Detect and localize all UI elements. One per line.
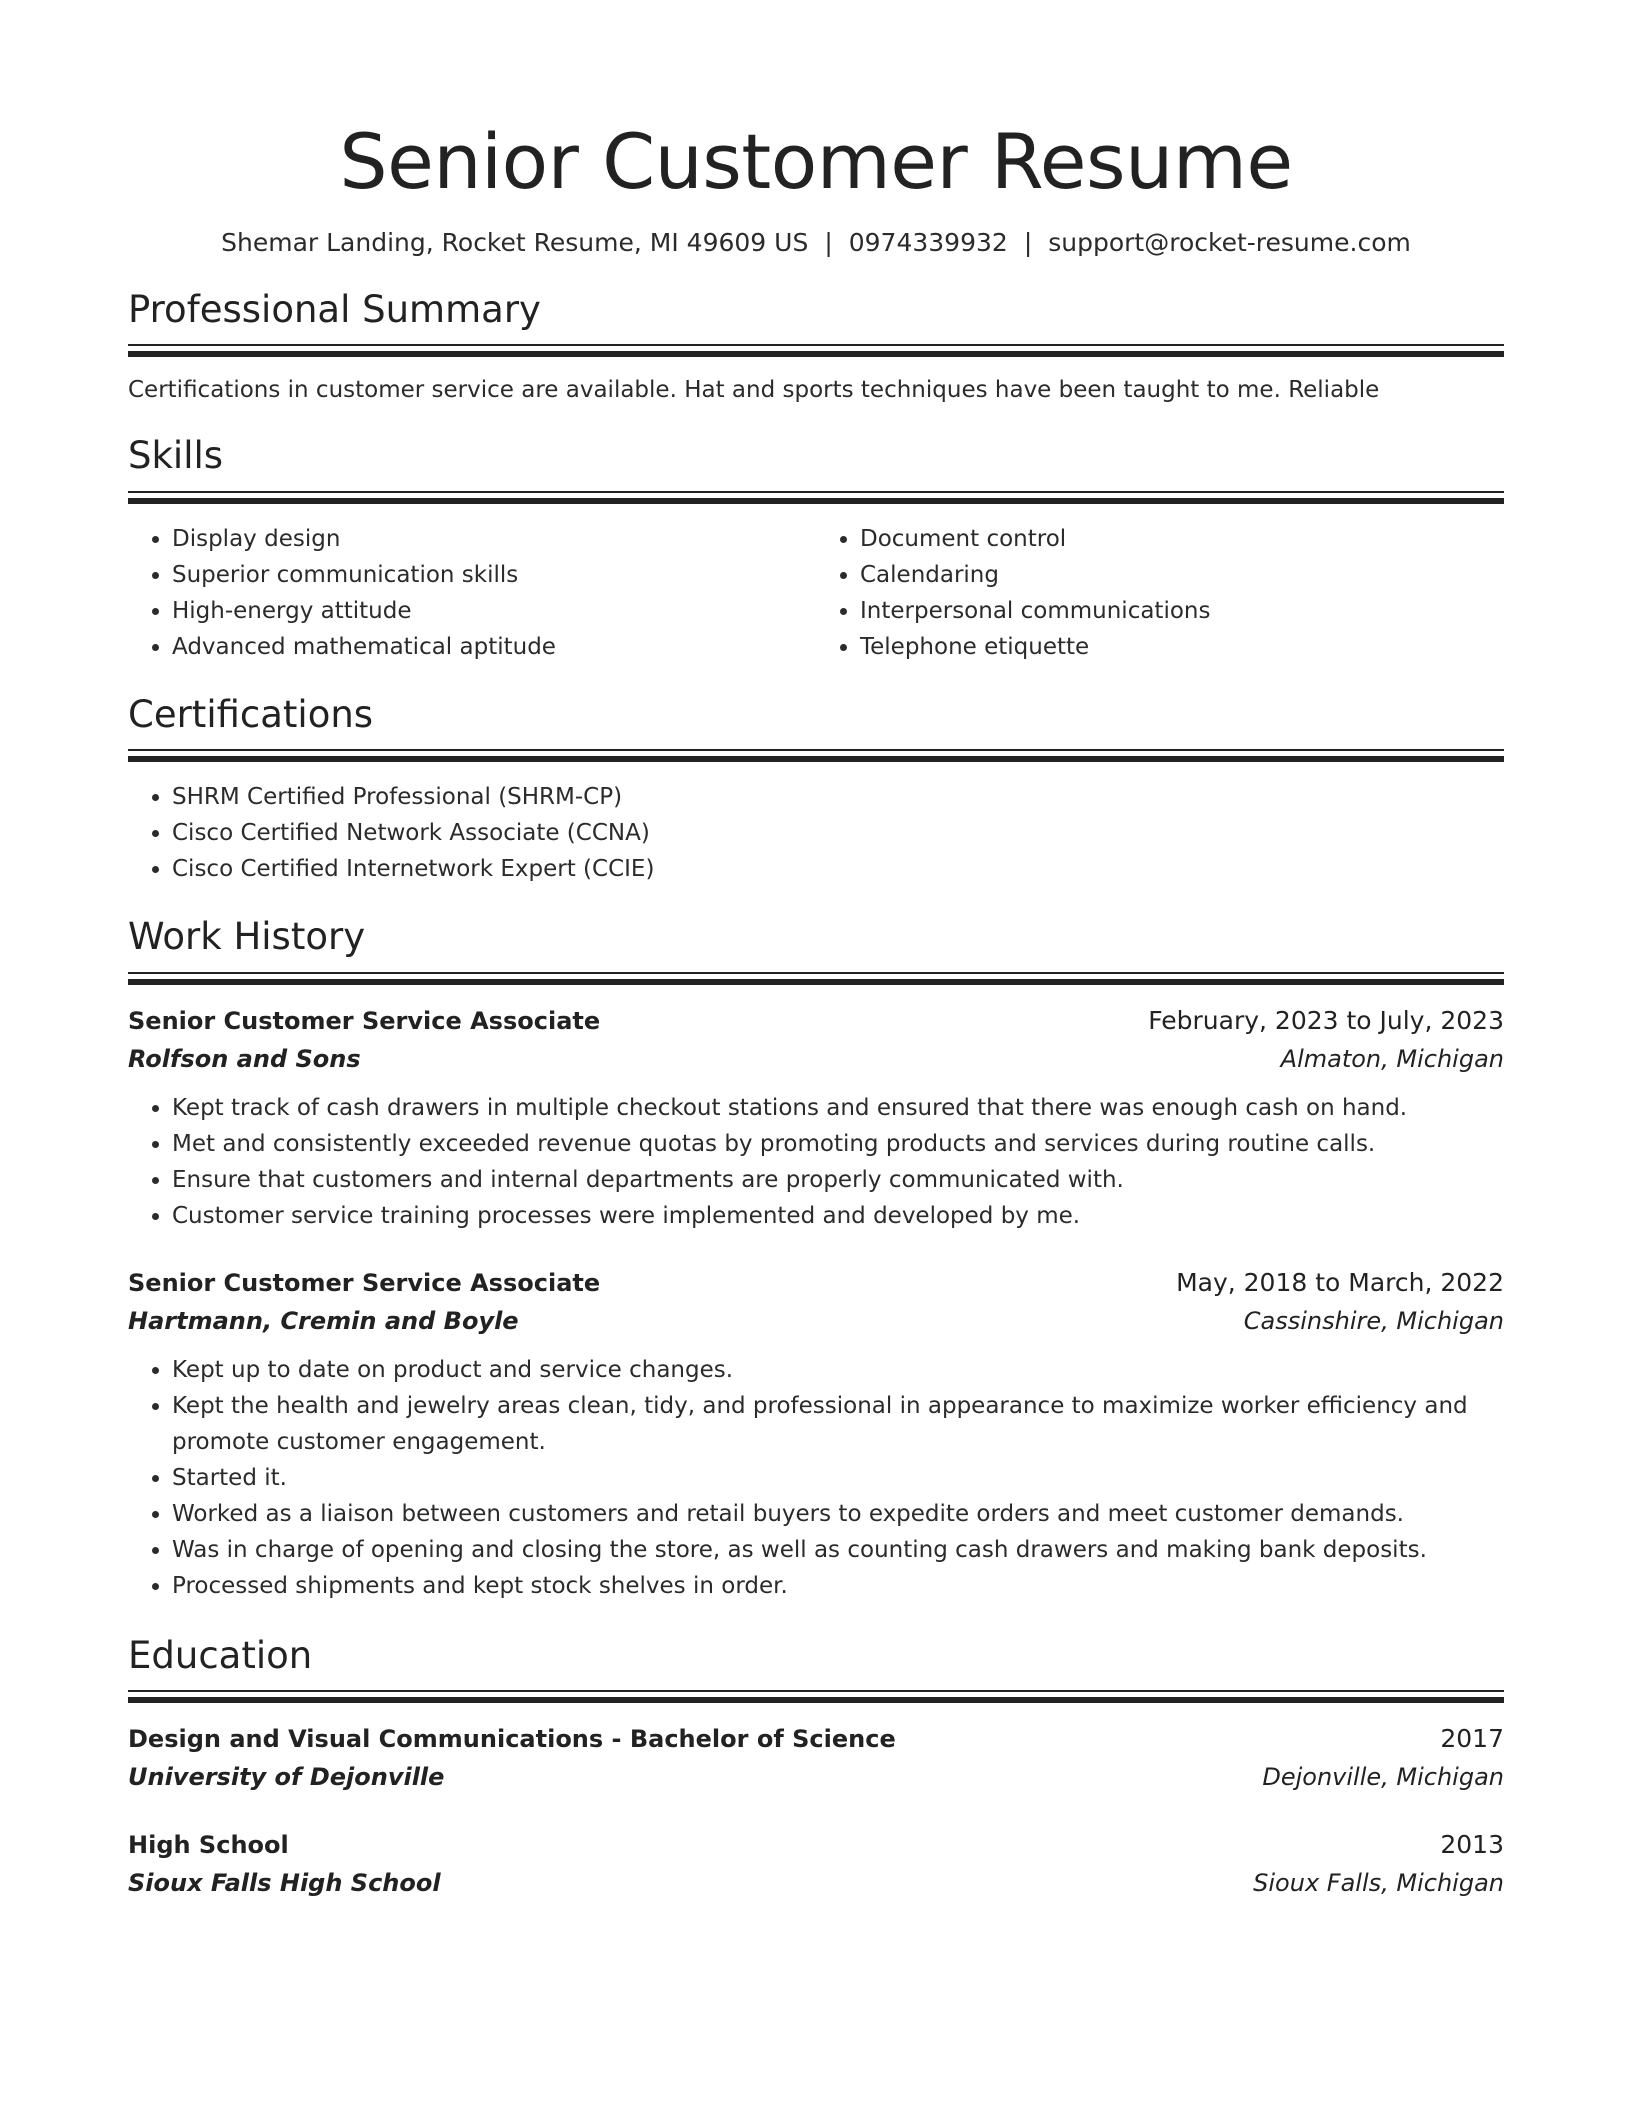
section-divider [128,749,1504,761]
certifications-list [128,779,1504,887]
job-bullet: • Started it. [172,1460,1504,1496]
job-bullet: • Kept up to date on product and service changes. [172,1352,1504,1388]
job-bullet: • Ensure that customers and internal departments are properly communicated with. [172,1162,1504,1198]
job-location: Cassinshire, Michigan [1243,1306,1504,1335]
section-divider [128,972,1504,984]
section-divider [128,344,1504,356]
education-header-row [128,1720,1504,1758]
job-bullet: • Customer service training processes were implemented and developed by me. [172,1198,1504,1234]
job-header-row [128,1002,1504,1040]
education-entry [128,1720,1504,1796]
job-bullet: • Met and consistently exceeded revenue quotas by promoting products and services during routine calls. [172,1126,1504,1162]
job-location: Almaton, Michigan [1280,1044,1504,1073]
job-bullets [128,1090,1504,1234]
certification-item: • SHRM Certified Professional (SHRM-CP) [172,779,1504,815]
education-location: Dejonville, Michigan [1262,1763,1504,1792]
education-degree: Design and Visual Communications - Bachelor of Science [128,1725,896,1754]
certifications-section [128,693,1504,887]
job-bullet: • Processed shipments and kept stock shelves in order. [172,1568,1504,1604]
skill-item: • Telephone etiquette [860,629,1504,665]
job-bullet: • Kept track of cash drawers in multiple checkout stations and ensured that there was enough cash on hand. [172,1090,1504,1126]
summary-text: Certifications in customer service are available. Hat and sports techniques have been taught to me. Reliable [128,377,1380,404]
section-divider [128,491,1504,503]
contact-separator: | [1023,228,1033,258]
work-history-section [128,915,1504,1603]
contact-separator: | [824,228,833,258]
skill-item: • Display design [172,521,816,557]
skill-item: • Document control [860,521,1504,557]
education-section [128,1634,1504,1902]
skill-item: • Superior communication skills [172,557,816,593]
education-school: University of Dejonville [128,1763,445,1792]
job-bullet: • Was in charge of opening and closing the store, as well as counting cash drawers and making bank deposits. [172,1532,1504,1568]
education-heading: Education [128,1633,313,1677]
job-dates: May, 2018 to March, 2022 [1176,1267,1504,1297]
skills-heading: Skills [128,434,224,478]
resume-title: Senior Customer Resume [339,117,1293,206]
education-location: Sioux Falls, Michigan [1253,1869,1504,1898]
job-company: Rolfson and Sons [128,1044,361,1073]
work-history-heading: Work History [128,915,366,959]
skill-item: • Advanced mathematical aptitude [172,629,816,665]
education-entry [128,1826,1504,1902]
job-bullets [128,1352,1504,1604]
skill-item: • High-energy attitude [172,593,816,629]
certifications-heading: Certifications [128,692,374,736]
contact-phone: 0974339932 [848,228,1008,258]
education-degree: High School [128,1831,289,1860]
skills-grid [128,521,1504,665]
job-bullet: • Worked as a liaison between customers and retail buyers to expedite orders and meet customer demands. [172,1496,1504,1532]
skills-section [128,434,1504,664]
certification-item: • Cisco Certified Internetwork Expert (CCIE) [172,851,1504,887]
contact-email: support@rocket-resume.com [1048,228,1411,258]
education-year: 2013 [1440,1830,1504,1860]
job-company-row [128,1302,1504,1340]
skill-item: • Calendaring [860,557,1504,593]
education-school: Sioux Falls High School [128,1869,441,1898]
skill-item: • Interpersonal communications [860,593,1504,629]
education-header-row [128,1826,1504,1864]
skills-list-left [128,521,816,665]
certification-item: • Cisco Certified Network Associate (CCNA) [172,815,1504,851]
summary-section [128,288,1504,407]
job-company-row [128,1040,1504,1078]
job-title: Senior Customer Service Associate [128,1268,601,1297]
education-school-row [128,1758,1504,1796]
section-divider [128,1690,1504,1702]
job-header-row [128,1264,1504,1302]
education-year: 2017 [1440,1724,1504,1754]
job-entry [128,1264,1504,1604]
summary-heading: Professional Summary [128,287,541,331]
job-bullet: • Kept the health and jewelry areas clean, tidy, and professional in appearance to maximize worker efficiency and promote customer engagement. [172,1388,1504,1460]
contact-address: Shemar Landing, Rocket Resume, MI 49609 US [221,228,809,258]
job-company: Hartmann, Cremin and Boyle [128,1306,519,1335]
education-school-row [128,1864,1504,1902]
job-entry [128,1002,1504,1234]
job-title: Senior Customer Service Associate [128,1006,601,1035]
job-dates: February, 2023 to July, 2023 [1148,1005,1504,1035]
skills-list-right [816,521,1504,665]
contact-line [128,227,1504,260]
